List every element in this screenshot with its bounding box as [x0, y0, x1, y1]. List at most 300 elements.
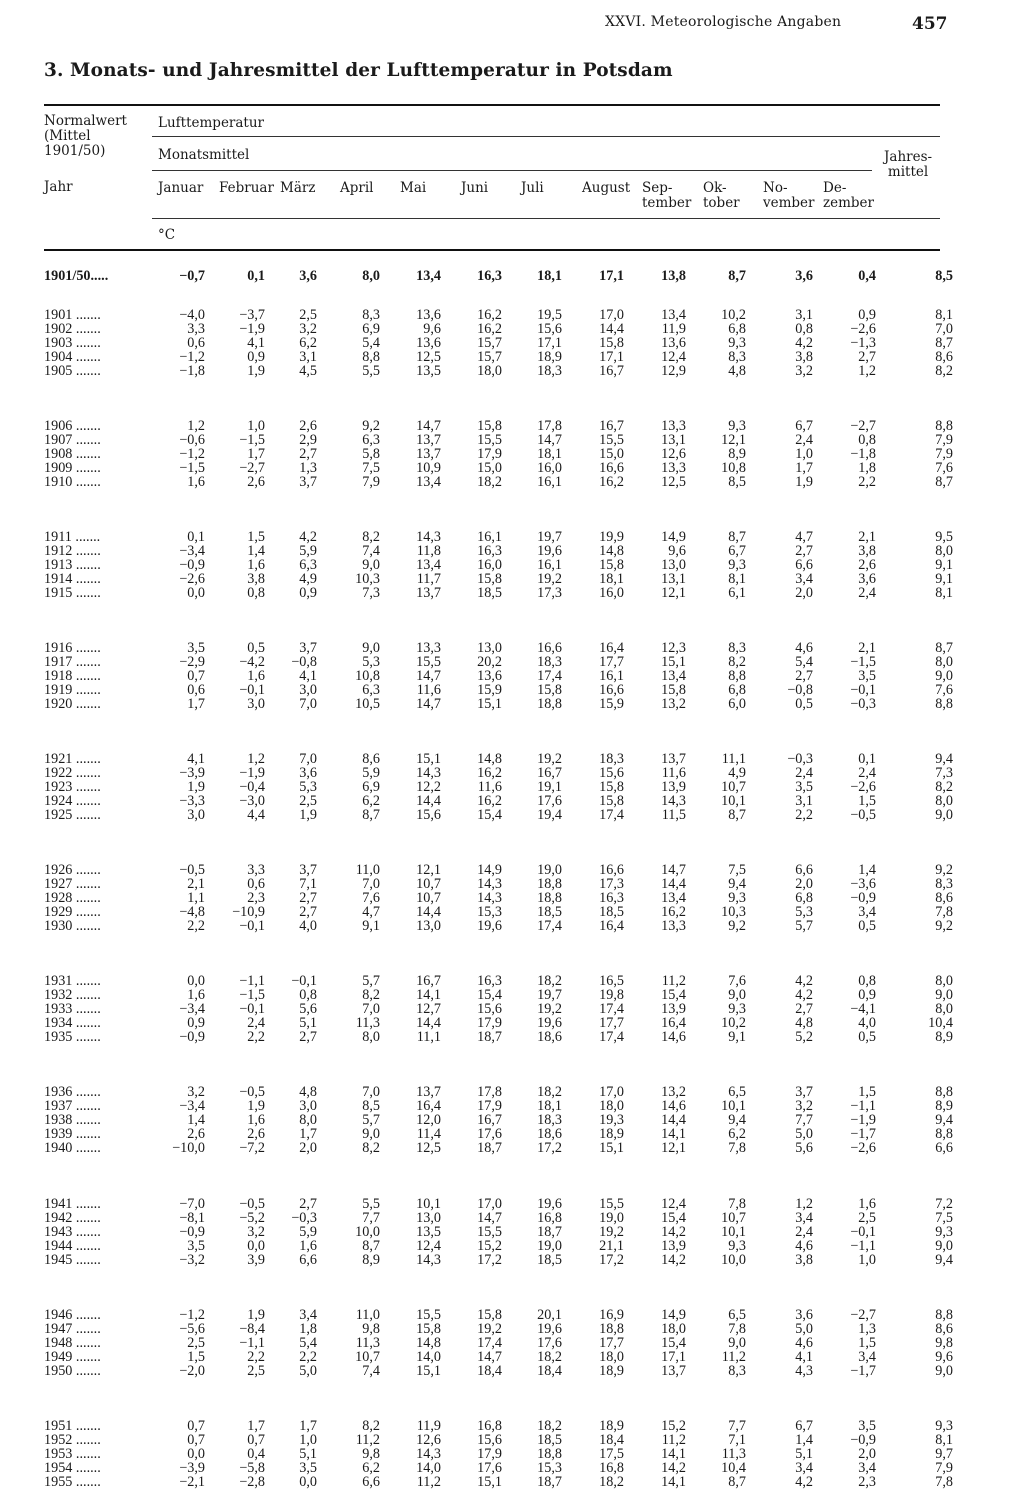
value-cell: 2,2	[247, 1348, 265, 1365]
value-cell: 15,9	[477, 682, 502, 699]
value-cell: 1,6	[299, 1237, 317, 1254]
value-cell: 0,0	[247, 1237, 265, 1254]
value-cell: 15,8	[599, 557, 624, 574]
value-cell: 18,4	[599, 1431, 624, 1448]
table-row	[44, 1322, 953, 1336]
value-cell: 11,0	[355, 862, 380, 879]
value-cell: 2,0	[299, 1140, 317, 1157]
value-cell: 3,6	[299, 268, 317, 284]
value-cell: 18,1	[537, 268, 562, 284]
value-cell: 9,4	[935, 751, 953, 768]
table-row	[44, 1239, 953, 1253]
value-cell: 15,8	[661, 682, 686, 699]
value-cell: 6,7	[795, 418, 813, 435]
value-cell: 4,7	[362, 904, 380, 921]
value-cell: 15,6	[599, 765, 624, 782]
value-cell: 15,8	[599, 335, 624, 351]
spacer-row	[44, 1072, 953, 1086]
value-cell: 9,1	[935, 557, 953, 574]
value-cell: 18,2	[537, 1348, 562, 1365]
value-cell: 10,8	[355, 668, 380, 685]
value-cell: 7,9	[935, 432, 953, 449]
value-cell: 9,2	[362, 418, 380, 435]
value-cell: 13,0	[416, 918, 441, 935]
value-cell: 14,7	[416, 668, 441, 685]
value-cell: 6,5	[728, 1306, 746, 1323]
value-cell: 5,4	[795, 654, 813, 671]
value-cell: 14,8	[599, 543, 624, 560]
year-cell: 1941 .......	[44, 1195, 101, 1212]
value-cell: −1,2	[179, 446, 205, 463]
value-cell: 12,0	[416, 1112, 441, 1129]
value-cell: 15,6	[537, 321, 562, 337]
value-cell: 8,8	[728, 668, 746, 685]
table-row	[44, 530, 953, 544]
value-cell: 9,1	[362, 918, 380, 935]
value-cell: 17,2	[537, 1140, 562, 1157]
value-cell: 18,5	[537, 1251, 562, 1268]
spacer-row	[44, 1294, 953, 1308]
value-cell: 3,3	[187, 321, 205, 337]
value-cell: 3,4	[858, 1459, 876, 1476]
table-row	[44, 1253, 953, 1267]
header-monatsmittel: Monatsmittel	[158, 147, 250, 163]
value-cell: 4,2	[299, 529, 317, 546]
value-cell: 16,1	[599, 668, 624, 685]
value-cell: 8,2	[728, 654, 746, 671]
table-row	[44, 766, 953, 780]
value-cell: 5,5	[362, 1195, 380, 1212]
value-cell: 18,8	[537, 696, 562, 713]
value-cell: 9,4	[728, 1112, 746, 1129]
value-cell: 9,0	[935, 807, 953, 824]
value-cell: 17,9	[477, 1098, 502, 1115]
value-cell: 15,3	[537, 1459, 562, 1476]
value-cell: 3,5	[299, 1459, 317, 1476]
value-cell: 5,7	[362, 1112, 380, 1129]
table-row	[44, 1113, 953, 1127]
year-cell: 1925 .......	[44, 807, 101, 824]
month-header: Januar	[158, 180, 204, 196]
value-cell: 16,4	[599, 640, 624, 657]
page-number: 457	[912, 14, 948, 34]
spacer-row	[44, 711, 953, 725]
value-cell: 4,9	[728, 765, 746, 782]
value-cell: 8,8	[935, 418, 953, 435]
value-cell: 17,8	[477, 1084, 502, 1101]
month-header: No- vember	[763, 180, 815, 211]
table-row	[44, 780, 953, 794]
value-cell: −1,1	[239, 1334, 265, 1351]
value-cell: 2,4	[858, 765, 876, 782]
value-cell: 0,7	[187, 1417, 205, 1434]
value-cell: 15,5	[416, 1306, 441, 1323]
value-cell: 4,1	[187, 751, 205, 768]
year-cell: 1909 .......	[44, 460, 101, 477]
spacer-row	[44, 725, 953, 739]
value-cell: 1,4	[795, 1431, 813, 1448]
value-cell: 15,8	[416, 1320, 441, 1337]
value-cell: −0,5	[239, 1195, 265, 1212]
value-cell: 16,4	[416, 1098, 441, 1115]
value-cell: 4,9	[299, 571, 317, 588]
value-cell: 8,8	[935, 696, 953, 713]
value-cell: 3,1	[299, 349, 317, 365]
value-cell: 0,8	[858, 973, 876, 990]
value-cell: 15,8	[537, 682, 562, 699]
table-row	[44, 364, 953, 378]
value-cell: −0,9	[850, 1431, 876, 1448]
month-header: Juni	[461, 180, 489, 196]
year-cell: 1906 .......	[44, 418, 101, 435]
value-cell: 2,7	[299, 1195, 317, 1212]
value-cell: 2,2	[187, 918, 205, 935]
value-cell: 15,6	[477, 1431, 502, 1448]
value-cell: 12,1	[661, 1140, 686, 1157]
spacer-row	[44, 378, 953, 392]
value-cell: 15,1	[416, 751, 441, 768]
value-cell: 4,2	[795, 987, 813, 1004]
value-cell: −0,9	[179, 1223, 205, 1240]
value-cell: 10,2	[721, 1015, 746, 1032]
value-cell: 9,4	[935, 1251, 953, 1268]
value-cell: 18,5	[477, 585, 502, 602]
value-cell: 11,5	[661, 807, 686, 824]
value-cell: −3,9	[179, 765, 205, 782]
value-cell: 10,2	[721, 307, 746, 323]
value-cell: 3,5	[858, 668, 876, 685]
table-row	[44, 974, 953, 988]
value-cell: 17,1	[661, 1348, 686, 1365]
value-cell: 9,2	[935, 918, 953, 935]
value-cell: 17,8	[537, 418, 562, 435]
value-cell: 7,6	[728, 973, 746, 990]
header-bottom-rule	[44, 249, 940, 251]
value-cell: 2,6	[299, 418, 317, 435]
value-cell: 0,1	[247, 268, 265, 284]
value-cell: 13,2	[661, 696, 686, 713]
value-cell: −0,1	[239, 918, 265, 935]
value-cell: 7,6	[362, 890, 380, 907]
value-cell: 15,4	[661, 1209, 686, 1226]
year-cell: 1905 .......	[44, 363, 101, 379]
value-cell: 2,0	[795, 876, 813, 893]
table-row	[44, 863, 953, 877]
table-row	[44, 586, 953, 600]
value-cell: 3,5	[795, 779, 813, 796]
value-cell: 3,4	[858, 904, 876, 921]
value-cell: 9,2	[935, 862, 953, 879]
value-cell: 13,3	[416, 640, 441, 657]
value-cell: 2,1	[187, 876, 205, 893]
value-cell: 5,3	[299, 779, 317, 796]
value-cell: 5,1	[299, 1015, 317, 1032]
value-cell: 1,0	[299, 1431, 317, 1448]
value-cell: 19,6	[537, 1320, 562, 1337]
value-cell: 7,3	[935, 765, 953, 782]
value-cell: 17,3	[599, 876, 624, 893]
value-cell: 14,6	[661, 1029, 686, 1046]
spacer-row	[44, 1155, 953, 1169]
value-cell: −0,5	[179, 862, 205, 879]
value-cell: 14,4	[661, 876, 686, 893]
value-cell: −0,1	[850, 1223, 876, 1240]
value-cell: 9,6	[668, 543, 686, 560]
value-cell: 14,7	[477, 1209, 502, 1226]
value-cell: 12,4	[416, 1237, 441, 1254]
value-cell: 1,0	[247, 418, 265, 435]
value-cell: 1,2	[247, 751, 265, 768]
value-cell: 9,0	[728, 987, 746, 1004]
value-cell: 2,2	[299, 1348, 317, 1365]
value-cell: 8,9	[935, 1029, 953, 1046]
value-cell: 3,2	[795, 1098, 813, 1115]
value-cell: 9,4	[935, 1112, 953, 1129]
value-cell: 9,3	[728, 418, 746, 435]
table-row	[44, 794, 953, 808]
value-cell: 18,8	[537, 1445, 562, 1462]
value-cell: 10,3	[355, 571, 380, 588]
value-cell: 15,2	[477, 1237, 502, 1254]
value-cell: 8,7	[362, 807, 380, 824]
value-cell: −0,5	[850, 807, 876, 824]
value-cell: −0,3	[787, 751, 813, 768]
value-cell: −4,8	[179, 904, 205, 921]
value-cell: 11,3	[355, 1334, 380, 1351]
value-cell: 2,5	[247, 1362, 265, 1379]
value-cell: 4,6	[795, 640, 813, 657]
value-cell: −1,5	[850, 654, 876, 671]
value-cell: 11,2	[416, 1473, 441, 1490]
value-cell: −1,5	[239, 432, 265, 449]
year-cell: 1911 .......	[44, 529, 101, 546]
value-cell: 14,9	[477, 862, 502, 879]
year-cell: 1937 .......	[44, 1098, 101, 1115]
value-cell: 16,7	[599, 418, 624, 435]
value-cell: 0,0	[187, 585, 205, 602]
value-cell: 8,9	[728, 446, 746, 463]
value-cell: 8,7	[728, 268, 746, 284]
value-cell: 5,0	[299, 1362, 317, 1379]
value-cell: 5,0	[795, 1320, 813, 1337]
value-cell: 12,1	[416, 862, 441, 879]
value-cell: −0,8	[291, 654, 317, 671]
value-cell: 0,7	[247, 1431, 265, 1448]
value-cell: 0,9	[299, 585, 317, 602]
value-cell: 6,0	[728, 696, 746, 713]
value-cell: 2,4	[795, 1223, 813, 1240]
value-cell: −2,7	[850, 1306, 876, 1323]
value-cell: 3,7	[299, 474, 317, 491]
value-cell: 13,7	[416, 446, 441, 463]
value-cell: 2,6	[247, 1126, 265, 1143]
value-cell: 11,3	[355, 1015, 380, 1032]
value-cell: 14,7	[477, 1348, 502, 1365]
value-cell: −0,1	[239, 1001, 265, 1018]
value-cell: 3,0	[247, 696, 265, 713]
value-cell: 18,2	[477, 474, 502, 491]
year-cell: 1919 .......	[44, 682, 101, 699]
month-header: Ok- tober	[703, 180, 740, 211]
value-cell: 5,7	[362, 973, 380, 990]
value-cell: −2,7	[850, 418, 876, 435]
value-cell: 0,0	[299, 1473, 317, 1490]
value-cell: −1,2	[179, 1306, 205, 1323]
value-cell: 19,2	[537, 571, 562, 588]
value-cell: 2,7	[795, 668, 813, 685]
value-cell: 8,7	[728, 1473, 746, 1490]
value-cell: −1,9	[239, 321, 265, 337]
value-cell: 11,0	[355, 1306, 380, 1323]
value-cell: −10,9	[232, 904, 265, 921]
value-cell: 13,6	[477, 668, 502, 685]
value-cell: 19,5	[537, 307, 562, 323]
value-cell: 0,9	[858, 987, 876, 1004]
value-cell: 9,3	[728, 890, 746, 907]
value-cell: 0,4	[858, 268, 876, 284]
spacer-row	[44, 503, 953, 517]
value-cell: 18,3	[537, 654, 562, 671]
value-cell: 4,2	[795, 335, 813, 351]
value-cell: 12,5	[661, 474, 686, 491]
value-cell: 9,3	[935, 1417, 953, 1434]
value-cell: 16,0	[537, 460, 562, 477]
table-row	[44, 419, 953, 433]
table-row	[44, 1475, 953, 1489]
year-cell: 1944 .......	[44, 1237, 101, 1254]
spacer-row	[44, 286, 953, 308]
year-cell: 1943 .......	[44, 1223, 101, 1240]
value-cell: 6,9	[362, 779, 380, 796]
value-cell: 19,6	[537, 543, 562, 560]
value-cell: 1,9	[187, 779, 205, 796]
value-cell: 15,1	[661, 654, 686, 671]
value-cell: 17,4	[477, 1334, 502, 1351]
normal-row	[44, 266, 953, 286]
value-cell: 15,8	[477, 571, 502, 588]
value-cell: 8,2	[935, 779, 953, 796]
value-cell: 7,7	[728, 1417, 746, 1434]
value-cell: −4,1	[850, 1001, 876, 1018]
value-cell: 0,5	[247, 640, 265, 657]
value-cell: 3,4	[795, 1459, 813, 1476]
table-row	[44, 350, 953, 364]
value-cell: −8,1	[179, 1209, 205, 1226]
value-cell: 19,6	[537, 1195, 562, 1212]
year-cell: 1947 .......	[44, 1320, 101, 1337]
value-cell: 9,3	[935, 1223, 953, 1240]
value-cell: 9,8	[362, 1320, 380, 1337]
value-cell: 15,1	[477, 696, 502, 713]
value-cell: 8,7	[728, 807, 746, 824]
value-cell: 7,5	[935, 1209, 953, 1226]
value-cell: −8,4	[239, 1320, 265, 1337]
value-cell: 2,5	[299, 307, 317, 323]
value-cell: 17,6	[477, 1459, 502, 1476]
value-cell: 10,7	[355, 1348, 380, 1365]
value-cell: 3,4	[299, 1306, 317, 1323]
value-cell: 18,1	[537, 446, 562, 463]
table-row	[44, 1364, 953, 1378]
table-row	[44, 1197, 953, 1211]
value-cell: 16,1	[537, 557, 562, 574]
value-cell: 17,1	[599, 268, 624, 284]
table-row	[44, 1461, 953, 1475]
value-cell: 4,0	[858, 1015, 876, 1032]
value-cell: 5,8	[362, 446, 380, 463]
value-cell: 1,9	[247, 1306, 265, 1323]
value-cell: 16,0	[599, 585, 624, 602]
value-cell: 14,3	[416, 1445, 441, 1462]
value-cell: −1,8	[850, 446, 876, 463]
value-cell: 9,1	[728, 1029, 746, 1046]
value-cell: 3,6	[795, 1306, 813, 1323]
value-cell: 3,2	[187, 1084, 205, 1101]
value-cell: 2,3	[858, 1473, 876, 1490]
value-cell: −1,7	[850, 1126, 876, 1143]
value-cell: 1,2	[858, 363, 876, 379]
year-cell: 1928 .......	[44, 890, 101, 907]
value-cell: 13,4	[416, 474, 441, 491]
value-cell: 12,3	[661, 640, 686, 657]
value-cell: 4,7	[795, 529, 813, 546]
value-cell: 3,9	[247, 1251, 265, 1268]
spacer-row	[44, 600, 953, 614]
year-cell: 1901 .......	[44, 307, 101, 323]
value-cell: 13,6	[416, 307, 441, 323]
value-cell: 3,7	[299, 640, 317, 657]
header-jahr: Jahr	[44, 179, 73, 195]
value-cell: −7,2	[239, 1140, 265, 1157]
table-row	[44, 655, 953, 669]
value-cell: 2,7	[299, 1029, 317, 1046]
value-cell: −3,9	[179, 1459, 205, 1476]
value-cell: 8,0	[935, 654, 953, 671]
value-cell: 9,7	[935, 1445, 953, 1462]
value-cell: 11,2	[721, 1348, 746, 1365]
value-cell: 18,4	[477, 1362, 502, 1379]
value-cell: 7,9	[362, 474, 380, 491]
value-cell: 8,2	[362, 1140, 380, 1157]
value-cell: 9,5	[935, 529, 953, 546]
value-cell: 17,5	[599, 1445, 624, 1462]
value-cell: 18,7	[537, 1223, 562, 1240]
value-cell: 19,3	[599, 1112, 624, 1129]
value-cell: 9,0	[362, 640, 380, 657]
value-cell: 12,1	[721, 432, 746, 449]
value-cell: 8,5	[362, 1098, 380, 1115]
value-cell: 18,8	[599, 1320, 624, 1337]
value-cell: 14,7	[661, 862, 686, 879]
value-cell: 8,1	[935, 585, 953, 602]
value-cell: −1,1	[239, 973, 265, 990]
value-cell: 3,2	[795, 363, 813, 379]
table-row	[44, 1127, 953, 1141]
table-row	[44, 544, 953, 558]
value-cell: 5,9	[299, 1223, 317, 1240]
value-cell: −3,4	[179, 543, 205, 560]
value-cell: −3,3	[179, 793, 205, 810]
value-cell: 19,2	[537, 1001, 562, 1018]
spacer-row	[44, 405, 953, 419]
value-cell: 8,3	[362, 307, 380, 323]
value-cell: 4,2	[795, 1473, 813, 1490]
value-cell: 8,9	[935, 1098, 953, 1115]
value-cell: 9,2	[728, 918, 746, 935]
value-cell: 8,3	[728, 640, 746, 657]
value-cell: 13,1	[661, 432, 686, 449]
value-cell: 4,5	[299, 363, 317, 379]
